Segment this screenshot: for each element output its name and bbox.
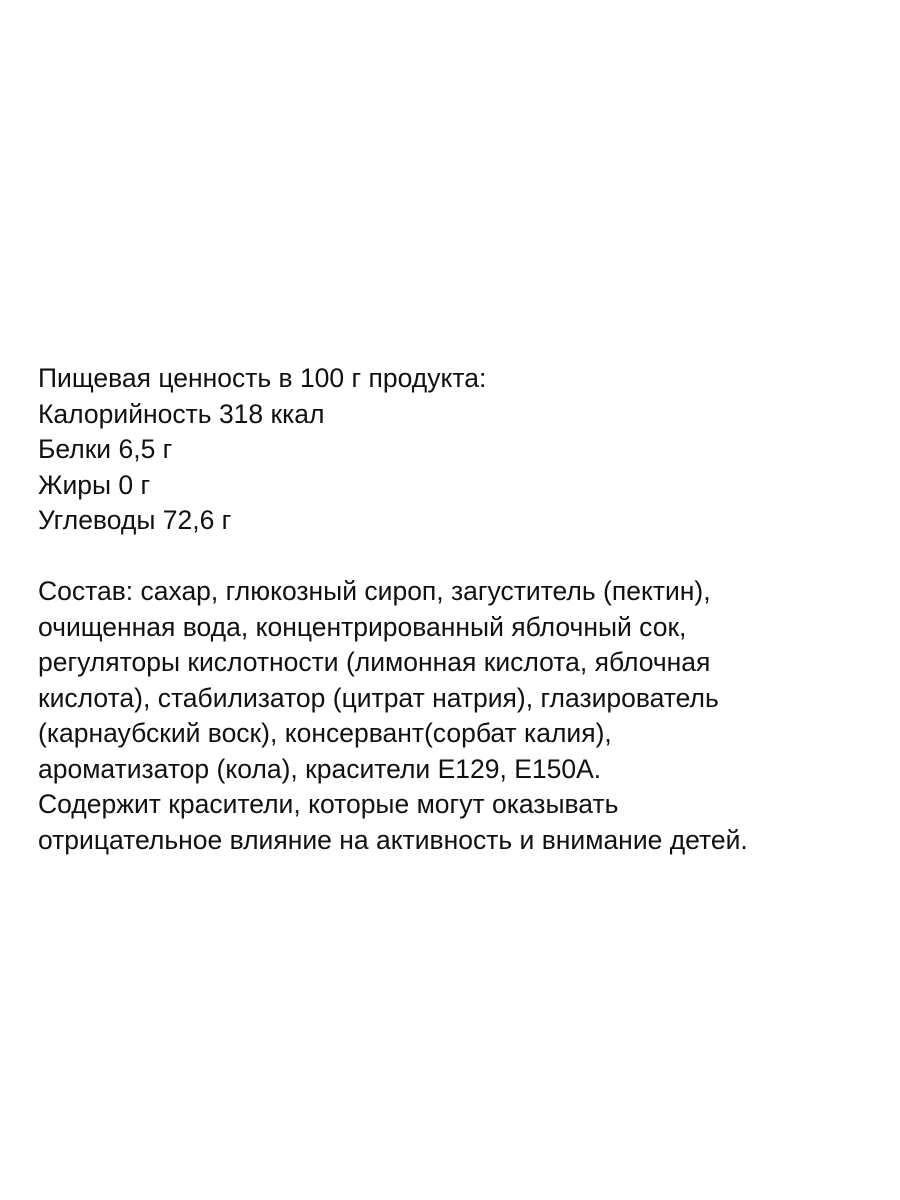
composition-section xyxy=(38,574,888,787)
nutrition-section xyxy=(38,361,888,539)
nutrition-fat: Жиры 0 г xyxy=(38,469,151,500)
section-spacer xyxy=(38,539,888,575)
composition-line: (карнаубский воск), консервант(сорбат калия), xyxy=(38,718,612,748)
composition-line: регуляторы кислотности (лимонная кислота, яблочная xyxy=(38,647,711,677)
nutrition-heading: Пищевая ценность в 100 г продукта: xyxy=(38,363,487,393)
nutrition-carbs: Углеводы 72,6 г xyxy=(38,505,232,535)
composition-line: ароматизатор (кола), красители Е129, Е150А. xyxy=(38,753,602,784)
composition-line: Состав: сахар, глюкозный сироп, загуститель (пектин), xyxy=(38,576,711,606)
nutrition-protein: Белки 6,5 г xyxy=(38,434,173,464)
warning-line: Содержит красители, которые могут оказывать xyxy=(38,789,619,819)
composition-line: очищенная вода, концентрированный яблочный сок, xyxy=(38,611,687,642)
product-info-text xyxy=(38,361,888,858)
warning-section xyxy=(38,787,888,858)
nutrition-calories: Калорийность 318 ккал xyxy=(38,398,325,429)
composition-line: кислота), стабилизатор (цитрат натрия), глазирователь xyxy=(38,682,719,713)
warning-line: отрицательное влияние на активность и внимание детей. xyxy=(38,824,748,855)
